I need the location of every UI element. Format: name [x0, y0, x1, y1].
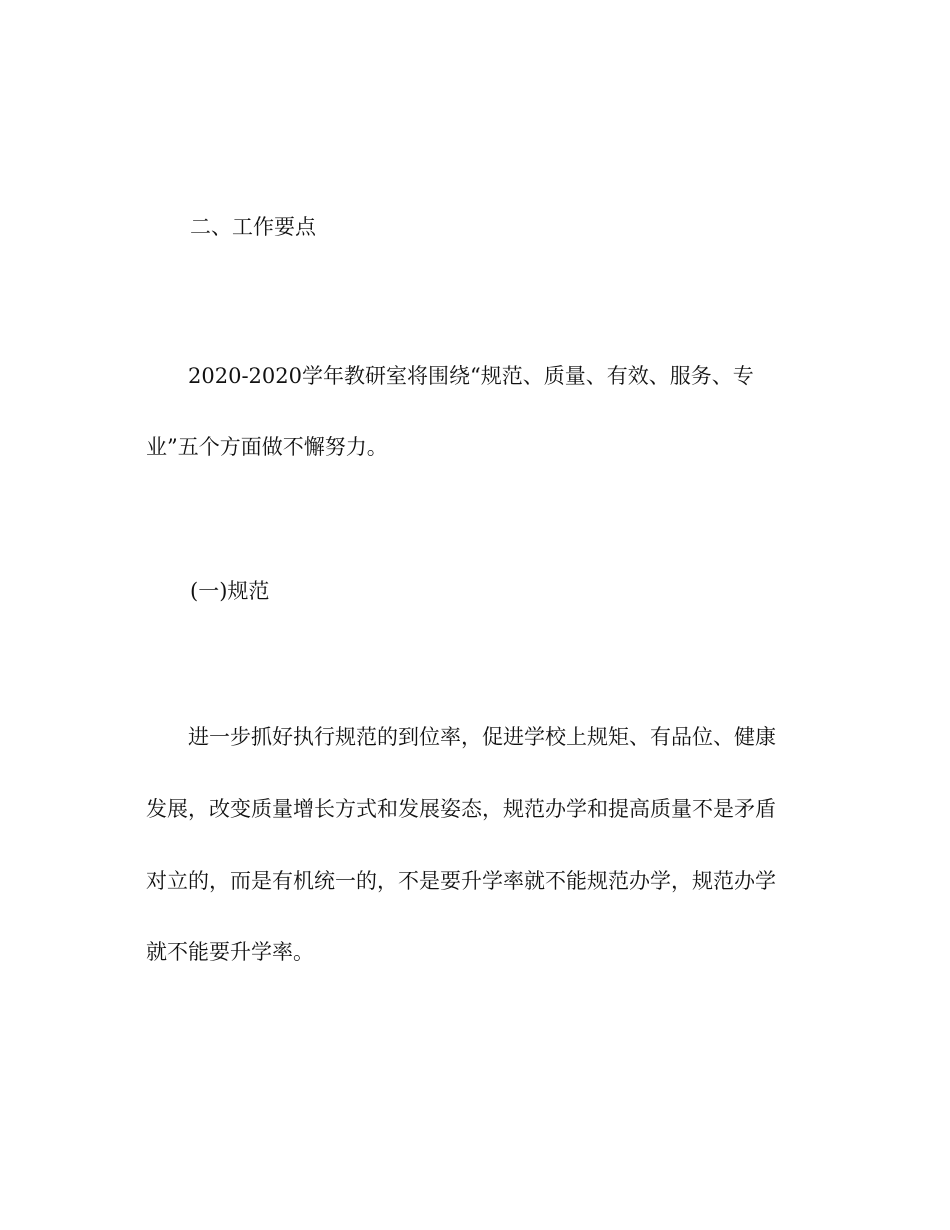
paragraph-2-line-2: 发展，改变质量增长方式和发展姿态，规范办学和提高质量不是矛盾 [146, 797, 776, 821]
paragraph-1-line-1: 2020-2020学年教研室将围绕“规范、质量、有效、服务、专 [188, 364, 754, 388]
subsection-heading: (一)规范 [190, 579, 270, 603]
paragraph-1-line-2: 业”五个方面做不懈努力。 [146, 435, 388, 459]
paragraph-2-line-4: 就不能要升学率。 [146, 940, 314, 964]
paragraph-2-line-1: 进一步抓好执行规范的到位率，促进学校上规矩、有品位、健康 [188, 725, 776, 749]
section-heading: 二、工作要点 [190, 215, 316, 239]
paragraph-2-line-3: 对立的，而是有机统一的，不是要升学率就不能规范办学，规范办学 [146, 869, 776, 893]
